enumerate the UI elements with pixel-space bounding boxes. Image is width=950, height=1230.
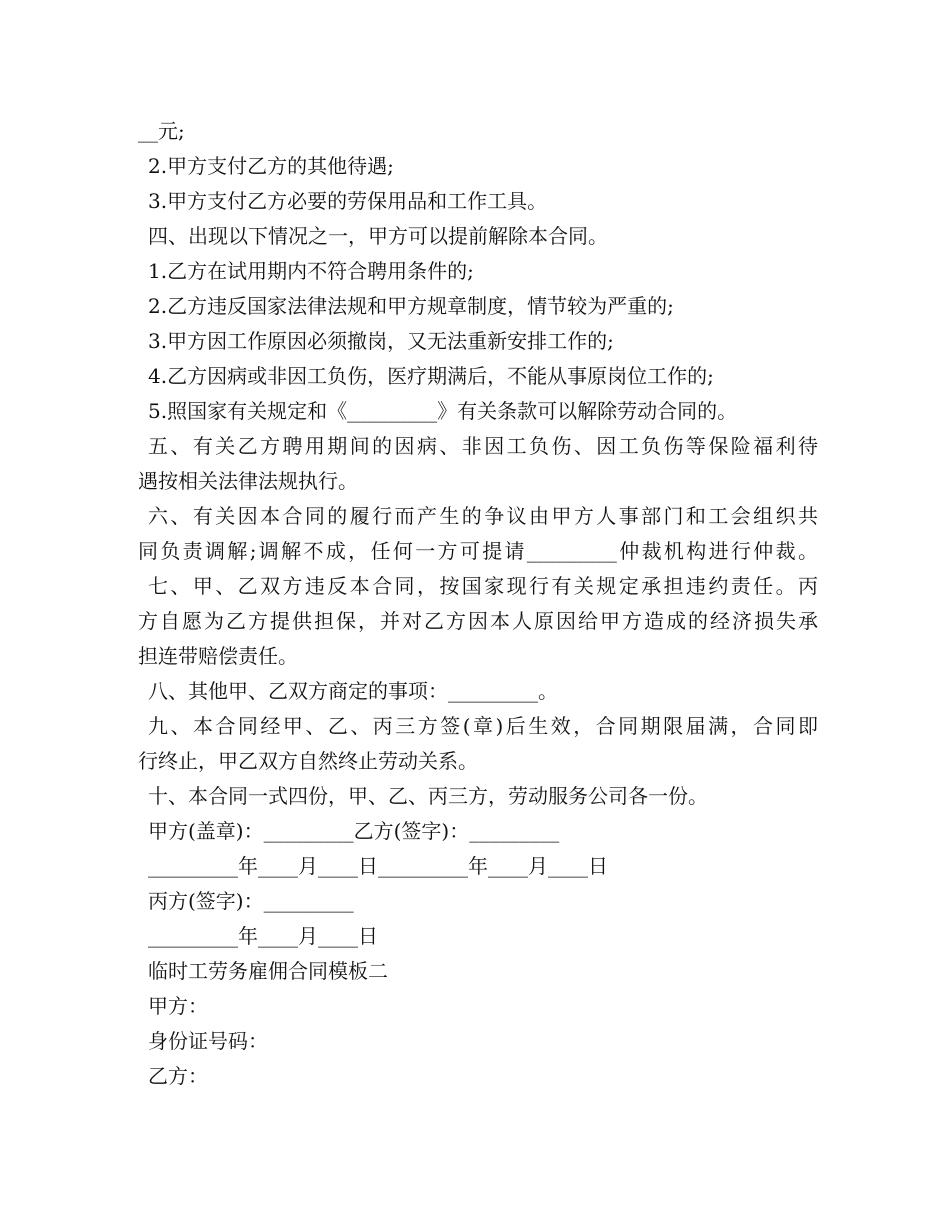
section-heading-termination: 四、出现以下情况之一，甲方可以提前解除本合同。 (148, 224, 608, 248)
section-six-line-1: 六、有关因本合同的履行而产生的争议由甲方人事部门和工会组织共 (148, 504, 818, 528)
text-line-protective-supplies: 3.甲方支付乙方必要的劳保用品和工作工具。 (148, 189, 548, 213)
text-line-regulations: 5.照国家有关规定和《_________》有关条款可以解除劳动合同的。 (148, 399, 738, 423)
text-line-probation: 1.乙方在试用期内不符合聘用条件的; (148, 259, 474, 283)
section-seven-line-3: 担连带赔偿责任。 (138, 644, 298, 668)
section-seven-line-2: 方自愿为乙方提供担保，并对乙方因本人原因给甲方造成的经济损失承 (138, 609, 818, 633)
section-five-line-1: 五、有关乙方聘用期间的因病、非因工负伤、因工负伤等保险福利待 (148, 434, 818, 458)
text-line-other-benefits: 2.甲方支付乙方的其他待遇; (148, 154, 394, 178)
signature-party-c: 丙方(签字)：_________ (148, 889, 354, 913)
id-number-label: 身份证号码： (148, 1029, 268, 1053)
text-line-position-removed: 3.甲方因工作原因必须撤岗，又无法重新安排工作的; (148, 329, 614, 353)
section-seven-line-1: 七、甲、乙双方违反本合同，按国家现行有关规定承担违约责任。丙 (148, 574, 818, 598)
section-six-line-2: 同负责调解;调解不成，任何一方可提请_________仲裁机构进行仲裁。 (138, 539, 818, 563)
section-ten: 十、本合同一式四份，甲、乙、丙三方，劳动服务公司各一份。 (148, 784, 708, 808)
signature-party-a-b: 甲方(盖章)：_________乙方(签字)：_________ (148, 819, 560, 843)
document-body (138, 114, 818, 1094)
party-b-label: 乙方： (148, 1064, 208, 1088)
party-a-label: 甲方： (148, 994, 208, 1018)
signature-date-c: _________年____月____日 (148, 924, 378, 948)
template-two-title: 临时工劳务雇佣合同模板二 (148, 959, 388, 983)
text-line-illness: 4.乙方因病或非因工负伤，医疗期满后，不能从事原岗位工作的; (148, 364, 714, 388)
text-line-fee-unit: __元; (138, 119, 185, 143)
section-five-line-2: 遇按相关法律法规执行。 (138, 469, 358, 493)
section-eight: 八、其他甲、乙双方商定的事项：_________。 (148, 679, 558, 703)
section-nine-line-1: 九、本合同经甲、乙、丙三方签(章)后生效，合同期限届满，合同即 (148, 714, 818, 738)
section-nine-line-2: 行终止，甲乙双方自然终止劳动关系。 (138, 749, 478, 773)
signature-date-a-b: _________年____月____日_________年____月____日 (148, 854, 608, 878)
text-line-violation: 2.乙方违反国家法律法规和甲方规章制度，情节较为严重的; (148, 294, 674, 318)
